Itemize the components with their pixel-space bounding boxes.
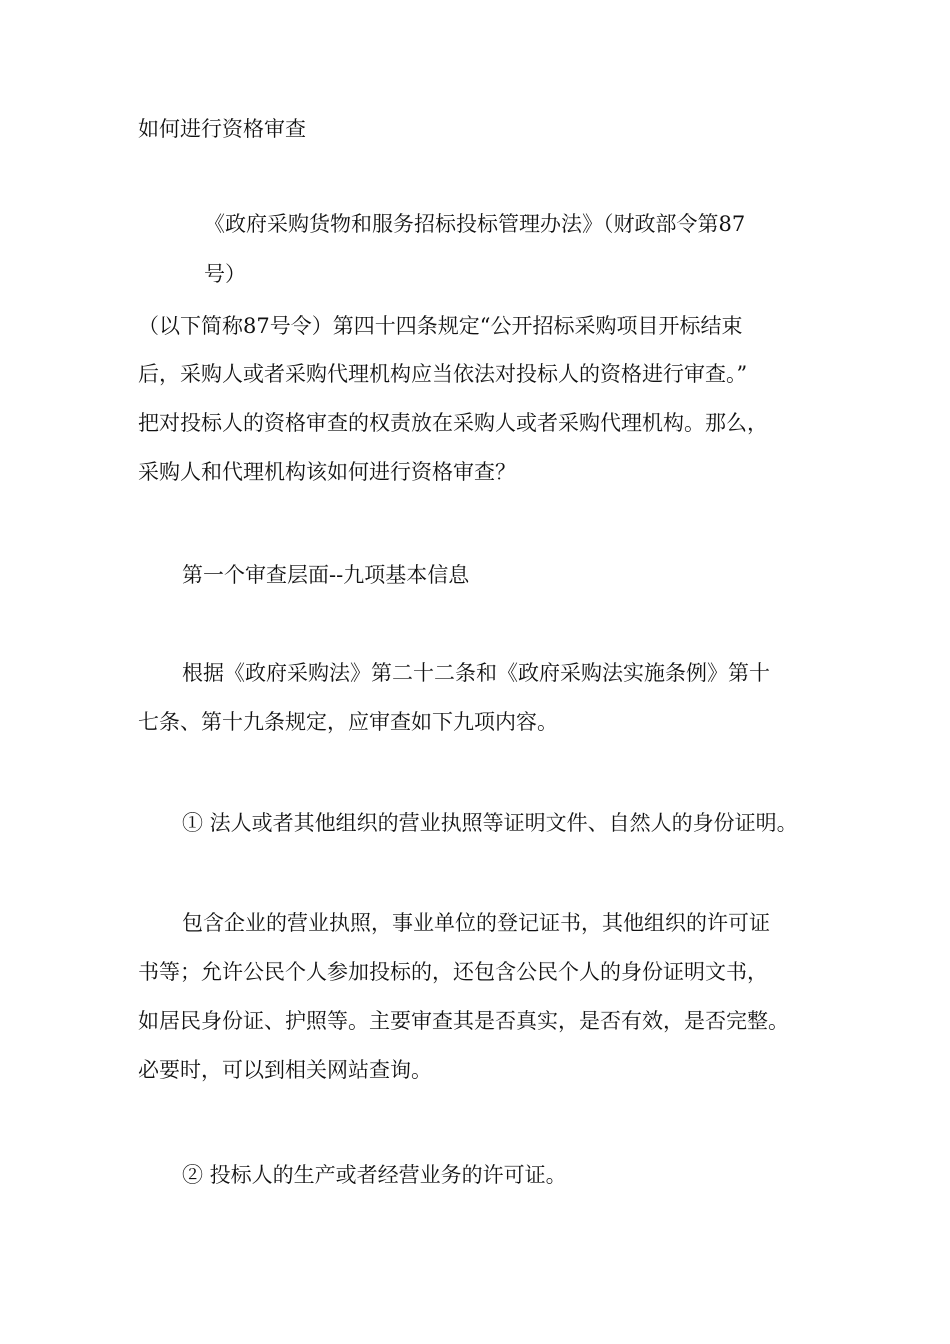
item-1-detail-line-2: 书等；允许公民个人参加投标的，还包含公民个人的身份证明文书， [138,960,768,984]
intro-line-1: （以下简称87号令）第四十四条规定“公开招标采购项目开标结束 [138,314,743,338]
item-1-detail-line-1: 包含企业的营业执照，事业单位的登记证书，其他组织的许可证 [182,911,770,935]
regulation-title-line-2: 号） [204,262,246,286]
basis-line-2: 七条、第十九条规定，应审查如下九项内容。 [138,710,558,734]
item-2: ② 投标人的生产或者经营业务的许可证。 [182,1163,567,1187]
intro-line-4: 采购人和代理机构该如何进行资格审查？ [138,460,516,484]
intro-line-3: 把对投标人的资格审查的权责放在采购人或者采购代理机构。那么， [138,411,768,435]
intro-line-2: 后，采购人或者采购代理机构应当依法对投标人的资格进行审查。” [138,362,748,386]
section-heading: 第一个审查层面--九项基本信息 [182,563,470,587]
item-1-detail-line-4: 必要时，可以到相关网站查询。 [138,1058,432,1082]
basis-line-1: 根据《政府采购法》第二十二条和《政府采购法实施条例》第十 [182,661,770,685]
item-1-detail-line-3: 如居民身份证、护照等。主要审查其是否真实，是否有效，是否完整。 [138,1009,789,1033]
regulation-title-line-1: 《政府采购货物和服务招标投标管理办法》（财政部令第87 [204,212,746,236]
document-title: 如何进行资格审查 [138,117,306,141]
item-1: ① 法人或者其他组织的营业执照等证明文件、自然人的身份证明。 [182,811,798,835]
